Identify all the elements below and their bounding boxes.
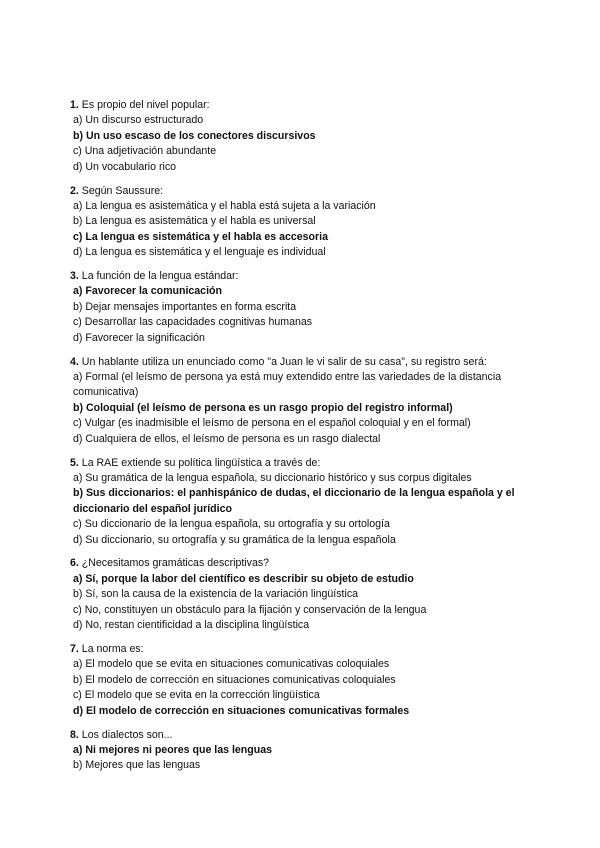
answer-option: c) No, constituyen un obstáculo para la fijación y conservación de la lengua — [73, 603, 427, 616]
question-number: 5. — [70, 456, 79, 469]
question-7 — [70, 642, 540, 719]
question-prompt — [70, 184, 540, 199]
answer-option: c) Desarrollar las capacidades cognitivas humanas — [73, 316, 313, 329]
question-number: 3. — [70, 270, 79, 283]
question-number: 1. — [70, 99, 79, 111]
question-number: 4. — [70, 355, 79, 368]
question-prompt — [70, 728, 540, 743]
question-6 — [70, 556, 540, 633]
answer-option-correct: b) Un uso escaso de los conectores discursivos — [73, 129, 316, 142]
answer-option: d) La lengua es sistemática y el lenguaje es individual — [73, 246, 326, 259]
answer-option: a) Un discurso estructurado — [73, 114, 204, 127]
question-number: 2. — [70, 184, 79, 197]
answer-option: c) El modelo que se evita en la corrección lingüística — [73, 689, 320, 702]
answer-option: d) Su diccionario, su ortografía y su gramática de la lengua española — [73, 533, 396, 546]
answer-option-correct: c) La lengua es sistemática y el habla es accesoria — [73, 230, 328, 243]
answer-option-correct: a) Sí, porque la labor del científico es describir su objeto de estudio — [73, 572, 414, 585]
answer-option: b) Dejar mensajes importantes en forma escrita — [73, 300, 297, 313]
answer-option: b) La lengua es asistemática y el habla es universal — [73, 215, 316, 228]
question-prompt — [70, 456, 540, 471]
answer-option: c) Vulgar (es inadmisible el leísmo de persona en el español coloquial y en el formal) — [73, 417, 471, 430]
question-2 — [70, 184, 540, 261]
answer-option: c) Una adjetivación abundante — [73, 145, 217, 158]
answer-option: a) La lengua es asistemática y el habla está sujeta a la variación — [73, 199, 376, 212]
answer-option: d) Favorecer la significación — [73, 331, 205, 344]
answer-option: a) Su gramática de la lengua española, su diccionario histórico y sus corpus digitales — [73, 471, 472, 484]
question-text: Es propio del nivel popular: — [81, 99, 210, 111]
question-text: La RAE extiende su política lingüística a través de: — [81, 456, 321, 469]
answer-option-correct: b) Sus diccionarios: el panhispánico de dudas, el diccionario de la lengua española y el diccionario del español jurídico — [73, 487, 515, 515]
question-prompt — [70, 269, 540, 284]
answer-option: c) Su diccionario de la lengua española, su ortografía y su ortología — [73, 518, 390, 531]
question-prompt — [70, 98, 540, 113]
question-number: 6. — [70, 557, 79, 570]
answer-option-correct: a) Favorecer la comunicación — [73, 285, 222, 298]
answer-option-correct: a) Ni mejores ni peores que las lenguas — [73, 743, 272, 756]
question-text: Un hablante utiliza un enunciado como "a Juan le vi salir de su casa", su registro será: — [81, 355, 487, 368]
question-text: La función de la lengua estándar: — [81, 270, 239, 283]
answer-option: a) Formal (el leísmo de persona ya está muy extendido entre las variedades de la distancia comunicativa) — [73, 371, 502, 399]
answer-option: b) Mejores que las lenguas — [73, 759, 201, 772]
answer-option: b) El modelo de corrección en situaciones comunicativas coloquiales — [73, 673, 396, 686]
question-5 — [70, 456, 540, 548]
question-prompt — [70, 355, 540, 370]
exam-document — [70, 98, 540, 782]
answer-option-correct: b) Coloquial (el leísmo de persona es un rasgo propio del registro informal) — [73, 401, 453, 414]
question-number: 8. — [70, 728, 79, 741]
question-prompt — [70, 556, 540, 571]
question-1 — [70, 98, 540, 175]
answer-option-correct: d) El modelo de corrección en situaciones comunicativas formales — [73, 704, 410, 717]
question-text: La norma es: — [81, 643, 144, 655]
answer-option: d) Cualquiera de ellos, el leísmo de persona es un rasgo dialectal — [73, 432, 381, 445]
answer-option: d) Un vocabulario rico — [73, 160, 177, 173]
answer-option: b) Sí, son la causa de la existencia de la variación lingüística — [73, 588, 359, 601]
answer-option: a) El modelo que se evita en situaciones comunicativas coloquiales — [73, 658, 390, 671]
question-text: ¿Necesitamos gramáticas descriptivas? — [81, 557, 270, 570]
question-text: Según Saussure: — [81, 184, 164, 197]
question-prompt — [70, 642, 540, 657]
question-3 — [70, 269, 540, 346]
answer-option: d) No, restan cientificidad a la disciplina lingüística — [73, 619, 310, 632]
question-number: 7. — [70, 643, 79, 655]
question-4 — [70, 355, 540, 447]
question-8 — [70, 728, 540, 774]
question-text: Los dialectos son... — [81, 728, 173, 741]
